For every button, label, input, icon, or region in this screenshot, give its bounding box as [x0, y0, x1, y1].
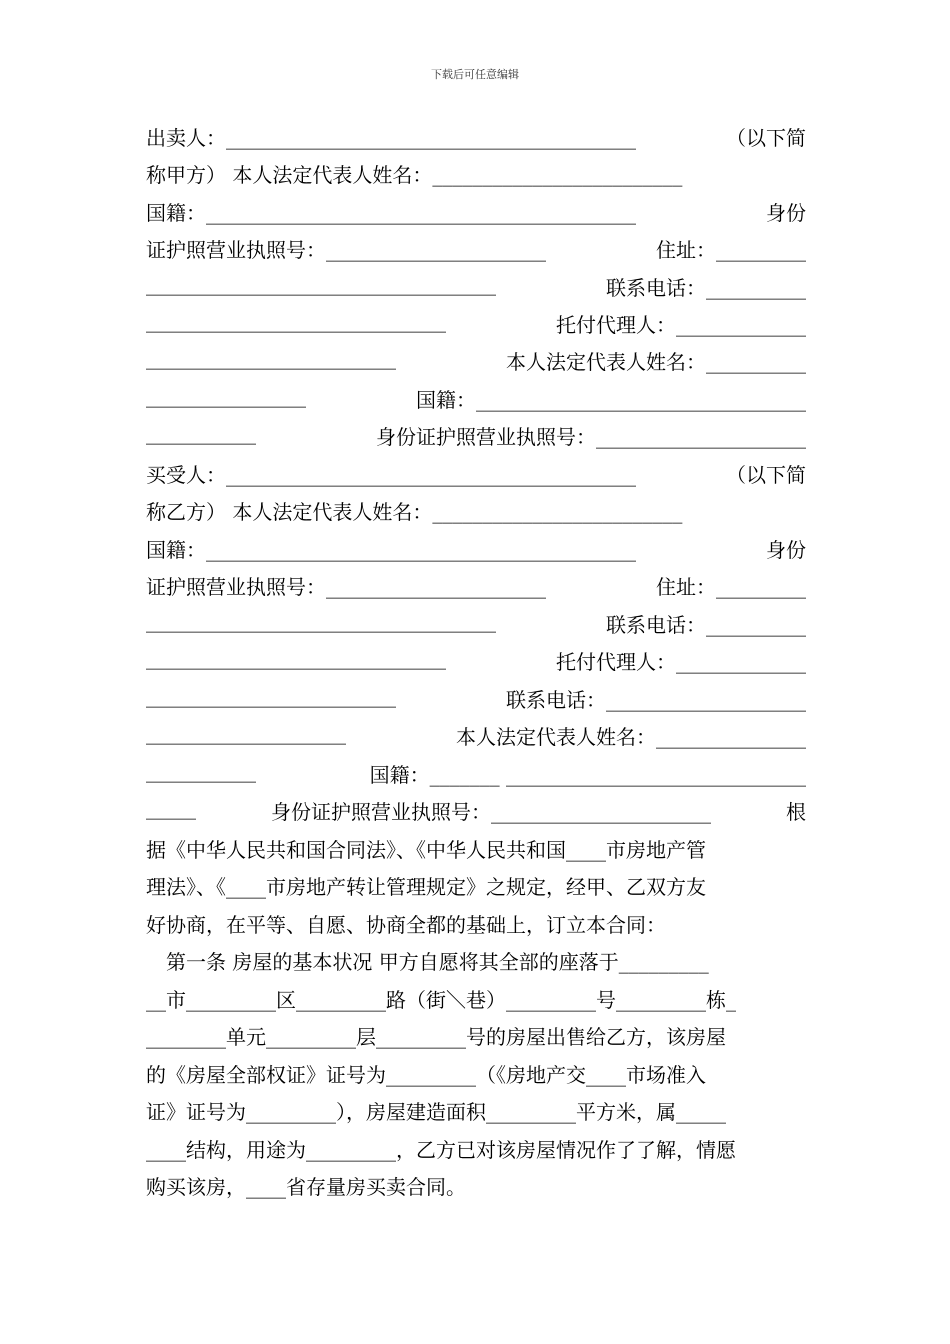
- buyer-label: 买受人：_________________________________________: [146, 463, 636, 487]
- seller-nationality-text: 国籍：___________________________________________: [146, 201, 636, 225]
- line-seller-agent-rep: [146, 346, 806, 376]
- line-buyer: [146, 459, 806, 489]
- buyer-blank-2: ______________________________: [146, 646, 446, 670]
- buyer-address-text: 住址：_________: [656, 575, 806, 599]
- buyer-blank: ___________________________________: [146, 609, 496, 633]
- seller-abbrev: （以下简: [726, 126, 806, 150]
- seller-rep-text: 称甲方） 本人法定代表人姓名：_________________________: [146, 163, 683, 187]
- buyer-blank-6: _____: [146, 796, 196, 820]
- buyer-nationality-text: 国籍：___________________________________________: [146, 538, 636, 562]
- buyer-blank-5: ___________: [146, 759, 256, 783]
- line-buyer-phone: [146, 609, 806, 639]
- article-1-text-4: 的《房屋全部权证》证号为_________（《房地产交____市场准入: [146, 1063, 706, 1087]
- line-article-1-7: [146, 1171, 806, 1201]
- buyer-blank-4: ____________________: [146, 721, 346, 745]
- seller-blank-5: ___________: [146, 421, 256, 445]
- article-1-text-5: 证》证号为_________），房屋建造面积_________平方米，属_____: [146, 1100, 726, 1124]
- page-header: 下载后可任意编辑: [431, 68, 519, 81]
- basis-text-2: 理法》、《____市房地产转让管理规定》之规定，经甲、乙双方友: [146, 875, 706, 899]
- line-seller-license: [146, 234, 806, 264]
- line-buyer-agent: [146, 646, 806, 676]
- basis-text-3: 好协商，在平等、自愿、协商全都的基础上，订立本合同：: [146, 913, 666, 937]
- seller-agent-nationality-text: 国籍：_________________________________: [416, 388, 806, 412]
- seller-phone-text: 联系电话：__________: [606, 276, 806, 300]
- buyer-abbrev: （以下简: [726, 463, 806, 487]
- line-article-1-5: [146, 1096, 806, 1126]
- buyer-agent-rep-text: 本人法定代表人姓名：_______________: [456, 725, 806, 749]
- line-article-1: [146, 946, 806, 976]
- buyer-agent-phone-text: 联系电话：____________________: [506, 688, 806, 712]
- line-basis-1: [146, 834, 806, 864]
- line-buyer-nationality: [146, 534, 806, 564]
- seller-license-text: 证护照营业执照号：______________________: [146, 238, 546, 262]
- seller-address-text: 住址：_________: [656, 238, 806, 262]
- buyer-license-text: 证护照营业执照号：______________________: [146, 575, 546, 599]
- line-basis-3: [146, 909, 806, 939]
- line-seller-phone: [146, 272, 806, 302]
- buyer-agent-text: 托付代理人：_____________: [556, 650, 806, 674]
- article-1-text-2: __市_________区_________路（街＼巷）_________号_________栋_: [146, 988, 736, 1012]
- article-1-text-6: ____结构，用途为_________，乙方已对该房屋情况作了了解，情愿: [146, 1138, 736, 1162]
- line-buyer-agent-rep: [146, 721, 806, 751]
- basis-text-1: 据《中华人民共和国合同法》、《中华人民共和国____市房地产管: [146, 838, 706, 862]
- line-article-1-2: [146, 984, 806, 1014]
- basis-start: 根: [786, 800, 806, 824]
- seller-agent-license-text: 身份证护照营业执照号：_____________________: [376, 425, 806, 449]
- line-article-1-6: [146, 1134, 806, 1164]
- seller-id-label: 身份: [766, 201, 806, 225]
- article-1-text-3: ________单元_________层_________号的房屋出售给乙方，该房屋: [146, 1025, 726, 1049]
- line-article-1-3: [146, 1021, 806, 1051]
- line-seller-agent-nationality: [146, 384, 806, 414]
- line-basis-2: [146, 871, 806, 901]
- article-1-heading: 第一条 房屋的基本状况 甲方自愿将其全部的座落于_________: [166, 950, 709, 974]
- line-seller-agent-license: [146, 421, 806, 451]
- line-buyer-agent-license: [146, 796, 806, 826]
- seller-agent-text: 托付代理人：_____________: [556, 313, 806, 337]
- seller-agent-rep-text: 本人法定代表人姓名：__________: [506, 350, 806, 374]
- buyer-blank-3: _________________________: [146, 684, 396, 708]
- line-seller-rep: [146, 159, 806, 189]
- line-seller: [146, 122, 806, 152]
- article-1-text-7: 购买该房，____省存量房买卖合同。: [146, 1175, 466, 1199]
- seller-blank: ___________________________________: [146, 272, 496, 296]
- seller-blank-3: _________________________: [146, 346, 396, 370]
- seller-blank-4: ________________: [146, 384, 306, 408]
- buyer-rep-text: 称乙方） 本人法定代表人姓名：_________________________: [146, 500, 683, 524]
- line-article-1-4: [146, 1059, 806, 1089]
- buyer-phone-text: 联系电话：__________: [606, 613, 806, 637]
- line-buyer-rep: [146, 496, 806, 526]
- buyer-id-label: 身份: [766, 538, 806, 562]
- line-buyer-license: [146, 571, 806, 601]
- seller-label: 出卖人：_________________________________________: [146, 126, 636, 150]
- line-seller-agent: [146, 309, 806, 339]
- line-buyer-agent-phone: [146, 684, 806, 714]
- line-seller-nationality: [146, 197, 806, 227]
- seller-blank-2: ______________________________: [146, 309, 446, 333]
- buyer-agent-license-text: 身份证护照营业执照号：______________________: [271, 800, 711, 824]
- buyer-agent-nationality-text: 国籍：_______ ______________________________: [369, 763, 806, 787]
- line-buyer-agent-nationality: [146, 759, 806, 789]
